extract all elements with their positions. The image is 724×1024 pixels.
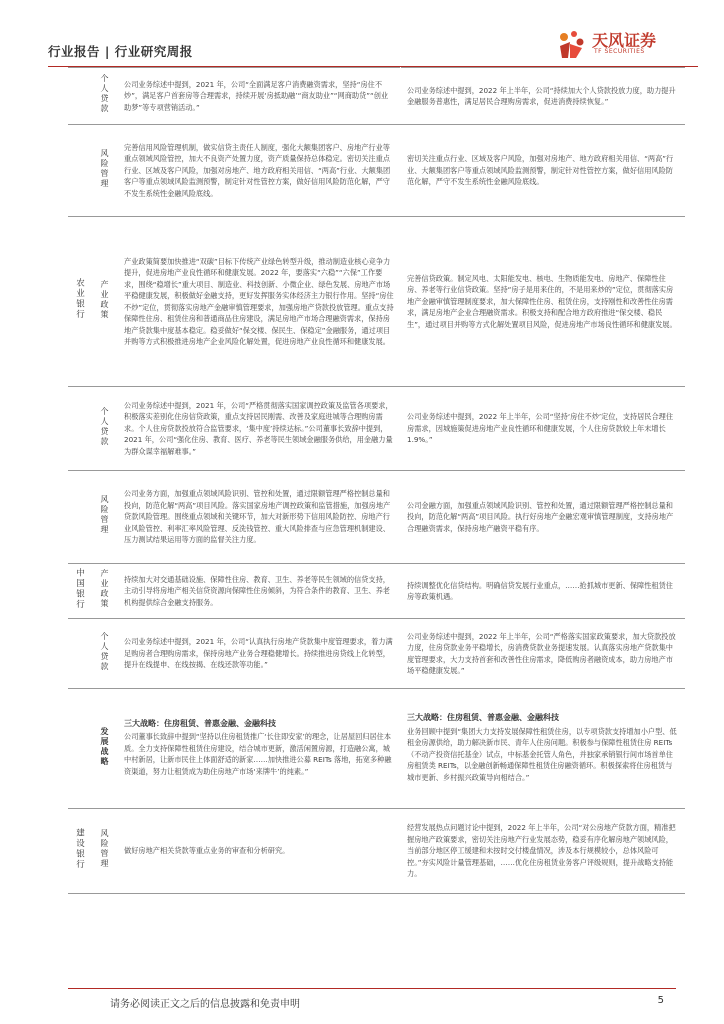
table-row xyxy=(68,217,685,387)
cell-2022: 公司业务综述中提到，2022 年上半年，公司“坚持‘房住不炒’定位，支持居民合理住房需求，因城施策促进房地产业良性循环和健康发展，个人住房贷款较上年末增长 1.9%。” xyxy=(401,387,686,471)
row-category: 风险管理 xyxy=(90,809,118,894)
cell-2022: 公司金融方面，加强重点领域风险识别、管控和处置，通过限额管理严格控制总量和投向，防范化解“两高”项目风险。执行好房地产金融宏观审慎管理制度，支持房地产合理融资需求，保持房地产融资平稳有序。 xyxy=(401,471,686,564)
tf-logo-icon xyxy=(556,30,586,60)
cell-2021: 完善信用风险管理机制，做实信贷主责任人制度，强化大额集团客户、房地产行业等重点领域风险管控，加大不良资产处置力度，资产质量保持总体稳定。密切关注重点行业、区域及客户风险，加强对房地产、地方政府相关用信、“两高”行业、大额集团客户等重点领域风险监测预警，制定针对性管控方案，做好信用风险防范化解，严守不发生系统性金融风险底线。 xyxy=(118,125,401,217)
cell-2022: 完善信贷政策。制定风电、太阳能发电、核电、生物质能发电、房地产、保障性住房、养老等行业信贷政策。坚持“房子是用来住的，不是用来炒的”定位，贯彻落实房地产金融审慎管理制度要求，加大保障性住房、租赁住房，支持刚性和改善性住房需求，满足房地产企业合理融资需求。积极支持和配合地方政府推进“保交楼、稳民生”，通过项目并购等方式化解处置项目风险，促进房地产市场良性循环和健康发展。 xyxy=(401,217,686,387)
row-category: 发展战略 xyxy=(90,689,118,809)
logo-subtitle: TF SECURITIES xyxy=(594,48,645,55)
cell-2022: 公司业务综述中提到，2022 年上半年，公司“严格落实国家政策要求，加大贷款投放力度，住房贷款业务平稳增长，房消费贷款业务提速发展。认真落实房地产贷款集中度管理要求，大力支持首套和改善性住房需求，降低购房者融资成本，助力房地产市场平稳健康发展。” xyxy=(401,619,686,689)
disclaimer: 请务必阅读正文之后的信息披露和免责申明 xyxy=(110,999,300,1010)
cell-2021: 公司业务方面，加强重点领域风险识别、管控和处置，通过限额管理严格控制总量和投向，防范化解“两高”项目风险。落实国家房地产调控政策和监管措施，加强房地产贷款风险管理。围绕重点领域和关键环节，加大对新形势下信用风险防控、房地产行业风险管控、利率汇率风险管理、反洗钱管控、重大风险排查与应急管理机制建设、压力测试结果运用等方面的监督关注力度。 xyxy=(118,471,401,564)
strategy-label: 三大战略：住房租赁、普惠金融、金融科技 xyxy=(407,713,559,722)
row-category: 个人贷款 xyxy=(90,68,118,125)
row-category: 个人贷款 xyxy=(90,387,118,471)
cell-2022: 经营发展热点问题讨论中提到，2022 年上半年，公司“对公房地产贷款方面，精准把握房地产政策要求，密切关注房地产行业发展态势，稳妥有序化解房地产领域风险，当前部分地区停工缓建和未按时交付楼盘情况，涉及本行规模较小，总体风险可控。”夯实风险计量管理基础，……优化住房租赁业务客户评级规则，提升战略支持能力。 xyxy=(401,809,686,894)
bank-name: 建设银行 xyxy=(68,809,90,894)
row-category: 产业政策 xyxy=(90,564,118,619)
table-row xyxy=(68,387,685,471)
cell-2021: 公司业务综述中提到，2021 年，公司“认真执行房地产贷款集中度管理要求，着力满足购房者合理购房需求，保持房地产业务合理稳健增长。持续推进房贷线上化转型，提升在线提申、在线按揭、在线还款等功能。” xyxy=(118,619,401,689)
row-category: 风险管理 xyxy=(90,471,118,564)
table-row xyxy=(68,68,685,125)
bank-name: 中国银行 xyxy=(68,564,90,619)
bank-policy-table xyxy=(68,67,685,894)
page-header xyxy=(48,26,698,66)
cell-2022: 密切关注重点行业、区域及客户风险，加强对房地产、地方政府相关用信、“两高”行业、大额集团客户等重点领域风险监测预警，制定针对性管控方案，做好信用风险防范化解，严守不发生系统性金融风险底线。 xyxy=(401,125,686,217)
cell-2021: 做好房地产相关贷款等重点业务的审查和分析研究。 xyxy=(118,809,401,894)
table-row xyxy=(68,564,685,619)
bank-name: 农业银行 xyxy=(68,217,90,387)
row-category: 个人贷款 xyxy=(90,619,118,689)
table-row xyxy=(68,619,685,689)
row-category: 产业政策 xyxy=(90,217,118,387)
logo-text: 天风证券 xyxy=(592,31,657,50)
strategy-label: 三大战略：住房租赁、普惠金融、金融科技 xyxy=(124,718,276,728)
cell-2021: 持续加大对交通基础设施、保障性住房、教育、卫生、养老等民生领域的信贷支持，主动引导将房地产相关信贷资源向保障性住房倾斜，为符合条件的教育、卫生、养老机构提供综合金融支持服务。 xyxy=(118,564,401,619)
table-row xyxy=(68,125,685,217)
cell-2022 xyxy=(401,689,686,809)
cell-2021: 产业政策简要加快推进“双碳”目标下传统产业绿色转型升级，推动制造业核心竞争力提升，促进房地产业良性循环和健康发展。2022 年，要落实“六稳”“六保”工作要求，围绕“稳增长”重大项目、制造业、科技创新、小微企业、绿色发展、房地产市场平稳健康发展，积极做好金融支持，更好发挥服务实体经济主力银行作用。坚持“房住不炒”定位，贯彻落实房地产金融审慎管理要求，加强房地产贷款投放管理。重点支持保障性住房、租赁住房和普通商品住房建设，满足房地产市场合理融资需求，保持房地产贷款集中度基本稳定。稳妥做好“保交楼、保民生、保稳定”金融服务，通过项目并购等方式积极推进房地产企业风险化解处置，促进房地产业良性循环和健康发展。 xyxy=(118,217,401,387)
cell-2021: 公司业务综述中提到，2021 年，公司“严格贯彻落实国家调控政策及监管各项要求，积极落实差别化住房信贷政策，重点支持居民刚需、改善及家庭进城等合理购房需求。个人住房贷款投放符合监管要求，‘集中度’持续达标。”公司董事长致辞中提到，2021 年，公司“强化住房、教育、医疗、养老等民生领域金融服务供给，用金融力量为群众谋幸福解难事。” xyxy=(118,387,401,471)
table-row xyxy=(68,689,685,809)
report-type: 行业报告 | 行业研究周报 xyxy=(48,44,193,59)
cell-2022: 公司业务综述中提到，2022 年上半年，公司“持续加大个人贷款投放力度，助力提升金融服务普惠性，满足居民合理购房需求，促进消费持续恢复。” xyxy=(401,68,686,125)
row-category: 风险管理 xyxy=(90,125,118,217)
cell-2021 xyxy=(118,689,401,809)
table-row xyxy=(68,809,685,894)
cell-2021: 公司业务综述中提到，2021 年，公司“全面满足客户消费融资需求，坚持“房住不炒”，满足客户首套房等合理需求，持续开展‘房抵助融’“商友助业”“网商助货”“创业助梦”等专项营销活动。” xyxy=(118,68,401,125)
cell-2022: 持续调整优化信贷结构。明确信贷发展行业重点，……抢抓城市更新、保障性租赁住房等政策机遇。 xyxy=(401,564,686,619)
cell-text: 公司董事长致辞中提到“坚持以住房租赁推广‘长住即安家’的理念，让居屋回归居住本质。全力支持保障性租赁住房建设，结合城市更新，激活闲置房源，打造融公寓，城中村新居，让新市民住上体面舒适的新家……加快推进公募 REITs 落地，拓宽多种融资渠道，努力让租赁成为助住房地产市场‘来牌牛’的纯素。” xyxy=(124,732,392,776)
cell-text: 业务回顾中提到“集团大力支持发展保障性租赁住房，以专项贷款支持增加小户型、低租金房源供给，助力解决新市民、青年人住房问题。积极参与保障性租赁住房 REITs（不动产投资信托基金）试点，中标基金托管人角色，并独家承销银行间市场首单住房租赁类 REITs，以金融创新畅通保障性租赁住房融资循环。积极探索将住房租赁与城市更新、乡村振兴政策导向相结合。” xyxy=(407,726,677,782)
page-number: 5 xyxy=(657,995,664,1006)
footer-divider xyxy=(68,988,676,989)
table-row xyxy=(68,471,685,564)
company-logo xyxy=(556,26,676,62)
